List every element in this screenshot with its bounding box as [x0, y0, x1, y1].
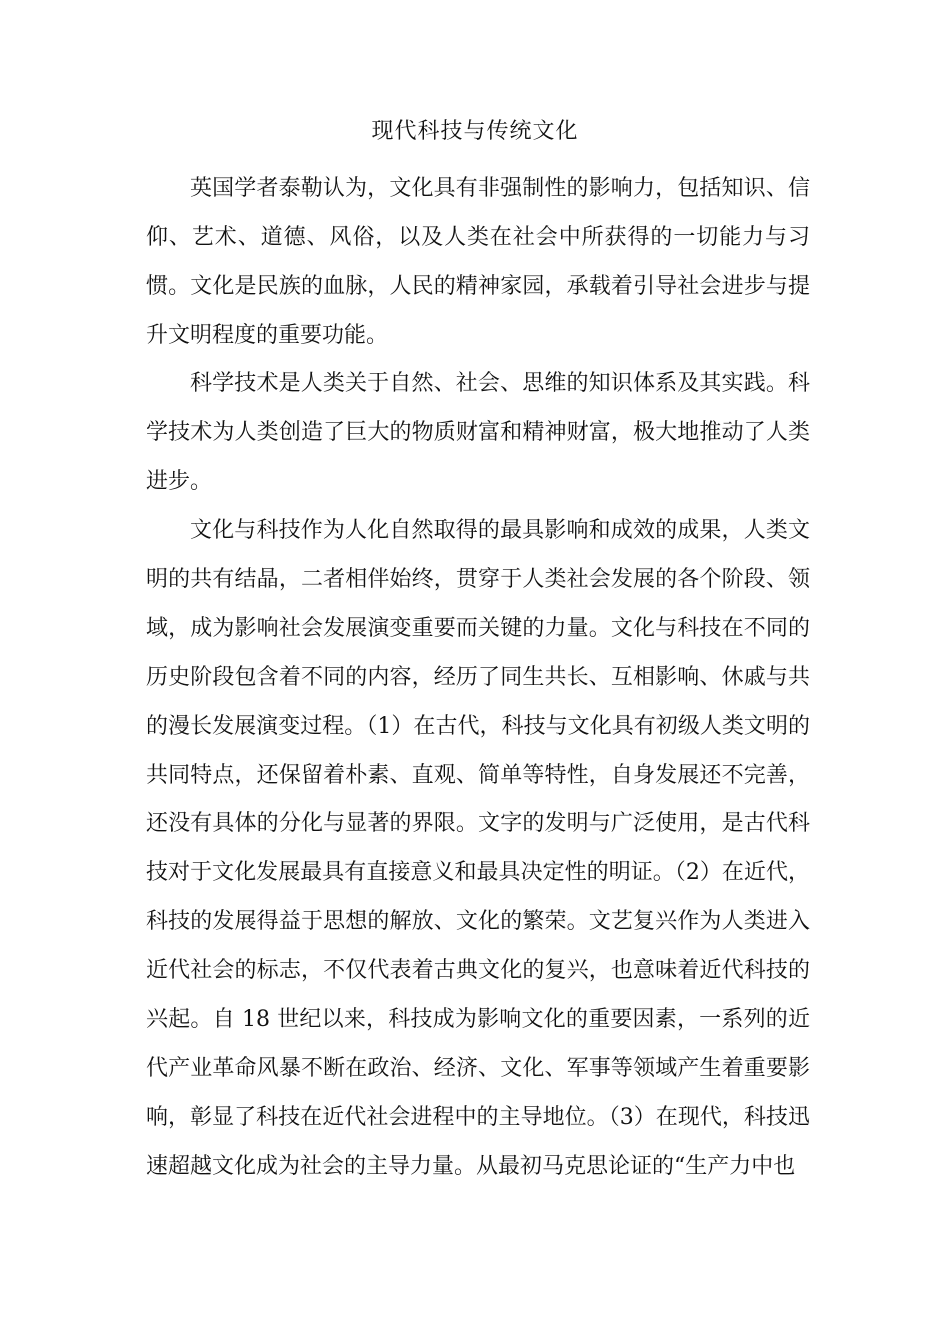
- paragraph-culture-and-technology: 文化与科技作为人化自然取得的最具影响和成效的成果，人类文明的共有结晶，二者相伴始终，贯穿于人类社会发展的各个阶段、领域，成为影响社会发展演变重要而关键的力量。文化与科技在不同的历史阶段包含着不同的内容，经历了同生共长、互相影响、休戚与共的漫长发展演变过程。（1）在古代，科技与文化具有初级人类文明的共同特点，还保留着朴素、直观、简单等特性，自身发展还不完善，还没有具体的分化与显著的界限。文字的发明与广泛使用，是古代科技对于文化发展最具有直接意义和最具决定性的明证。（2）在近代，科技的发展得益于思想的解放、文化的繁荣。文艺复兴作为人类进入近代社会的标志，不仅代表着古典文化的复兴，也意味着近代科技的兴起。自 18 世纪以来，科技成为影响文化的重要因素，一系列的近代产业革命风暴不断在政治、经济、文化、军事等领域产生着重要影响，彰显了科技在近代社会进程中的主导地位。（3）在现代，科技迅速超越文化成为社会的主导力量。从最初马克思论证的“生产力中也: [146, 518, 810, 1179]
- paragraph-science-definition: 科学技术是人类关于自然、社会、思维的知识体系及其实践。科学技术为人类创造了巨大的物质财富和精神财富，极大地推动了人类进步。: [146, 371, 810, 494]
- document-title: 现代科技与传统文化: [371, 119, 579, 144]
- paragraph-culture-definition: 英国学者泰勒认为，文化具有非强制性的影响力，包括知识、信仰、艺术、道德、风俗，以及人类在社会中所获得的一切能力与习惯。文化是民族的血脉，人民的精神家园，承载着引导社会进步与提升文明程度的重要功能。: [146, 176, 810, 348]
